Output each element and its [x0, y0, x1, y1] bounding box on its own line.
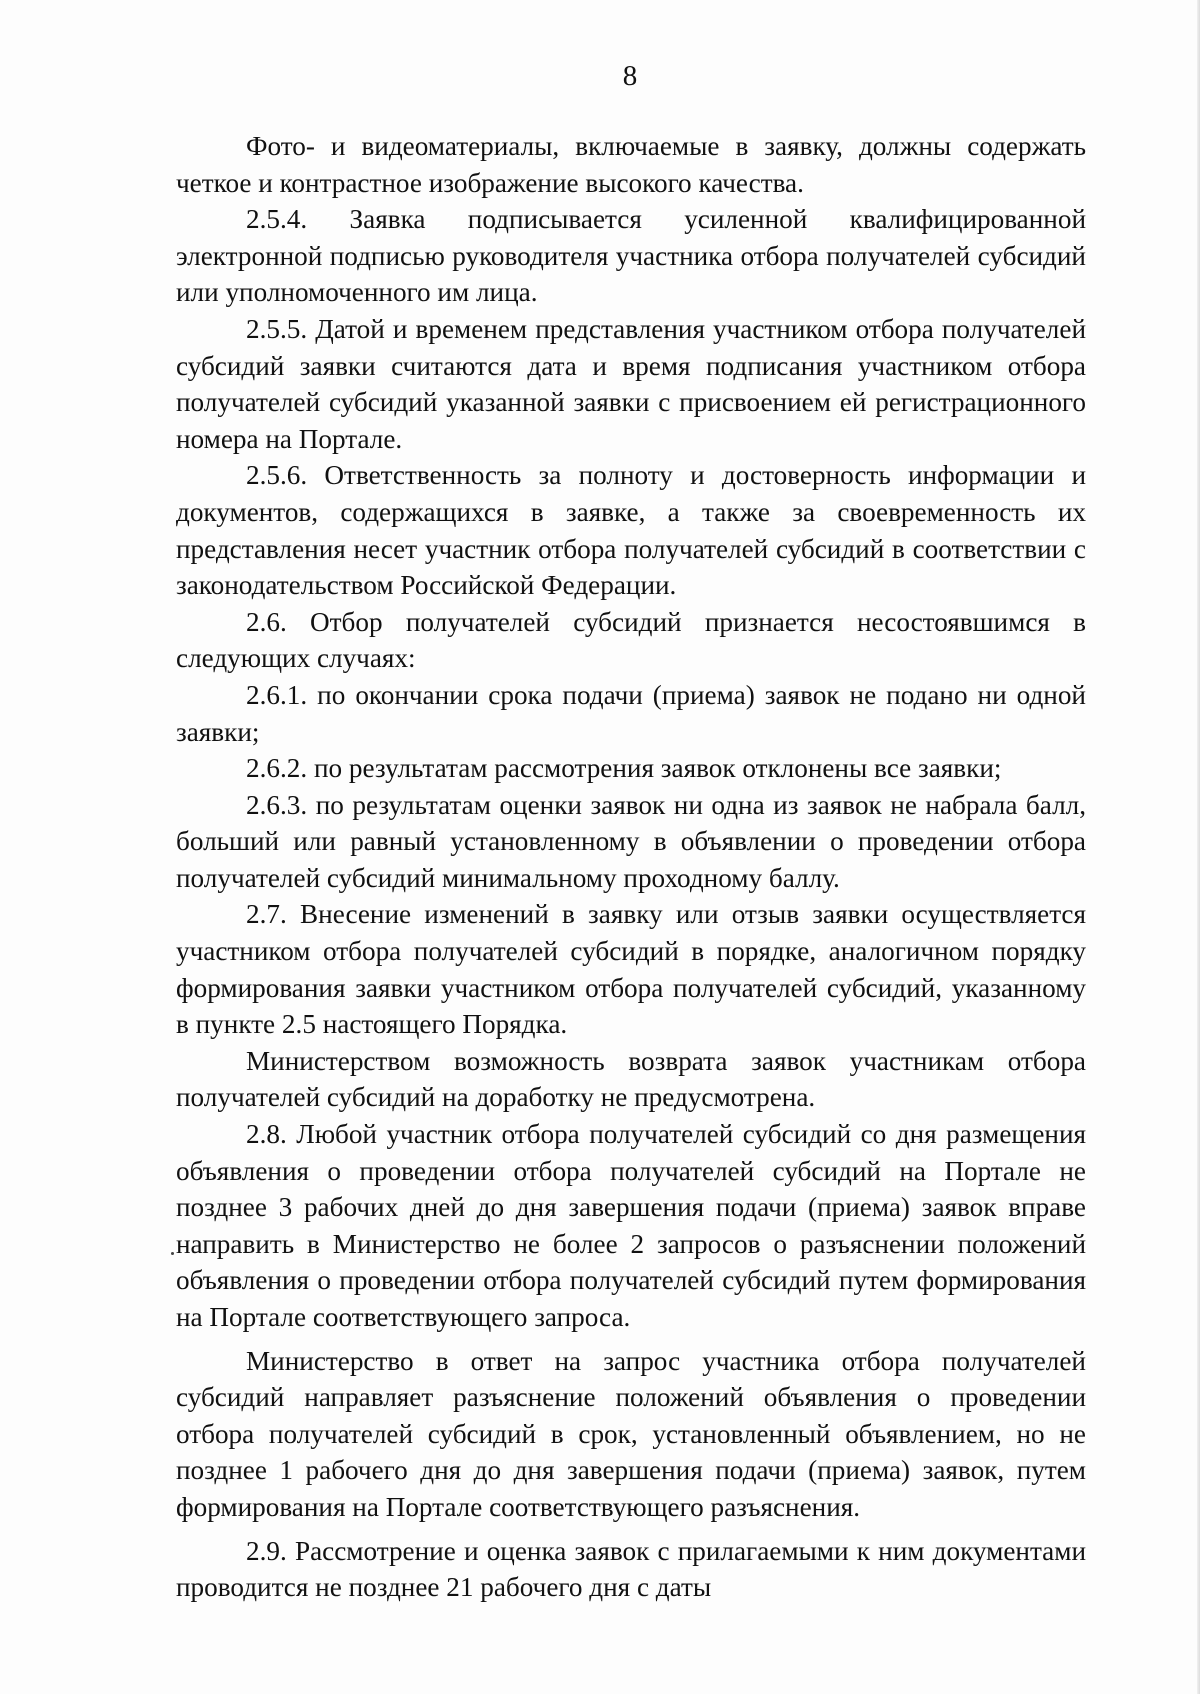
paragraph-2-6-2: 2.6.2. по результатам рассмотрения заявок отклонены все заявки; [246, 753, 1002, 784]
scan-speck [171, 1252, 174, 1255]
paragraph-2-5-5: 2.5.5. Датой и временем представления участником отбора получателей субсидий заявки считаются дата и время подписания участником отбора получателей субсидий указанной заявки с присвоением ей регистрационного номера на Портале. [176, 313, 1086, 454]
document-body [176, 128, 1086, 1606]
paragraph-photo-video: Фото- и видеоматериалы, включаемые в заявку, должны содержать четкое и контрастное изображение высокого качества. [176, 131, 1086, 198]
page-number: 8 [622, 60, 638, 92]
paragraph-2-9: 2.9. Рассмотрение и оценка заявок с прилагаемыми к ним документами проводится не позднее 21 рабочего дня с даты [176, 1535, 1086, 1603]
paragraph-2-6: 2.6. Отбор получателей субсидий признается несостоявшимся в следующих случаях: [176, 606, 1086, 674]
paragraph-ministry-return: Министерством возможность возврата заявок участникам отбора получателей субсидий на доработку не предусмотрена. [176, 1045, 1086, 1113]
paragraph-2-7: 2.7. Внесение изменений в заявку или отзыв заявки осуществляется участником отбора получателей субсидий в порядке, аналогичном порядку формирования заявки участником отбора получателей субсидий, указанному в пункте 2.5 настоящего Порядка. [176, 899, 1086, 1040]
paragraph-ministry-response: Министерство в ответ на запрос участника отбора получателей субсидий направляет разъяснение положений объявления о проведении отбора получателей субсидий в срок, установленный объявлением, но не позднее 1 рабочего дня до дня завершения подачи (приема) заявок, путем формирования на Портале соответствующего разъяснения. [176, 1345, 1086, 1522]
paragraph-2-5-4: 2.5.4. Заявка подписывается усиленной квалифицированной электронной подписью руководителя участника отбора получателей субсидий или уполномоченного им лица. [176, 204, 1086, 308]
paragraph-2-6-3: 2.6.3. по результатам оценки заявок ни одна из заявок не набрала балл, больший или равный установленному в объявлении о проведении отбора получателей субсидий минимальному проходному баллу. [176, 789, 1086, 893]
paragraph-2-8: 2.8. Любой участник отбора получателей субсидий со дня размещения объявления о проведении отбора получателей субсидий на Портале не позднее 3 рабочих дней до дня завершения подачи (приема) заявок вправе направить в Министерство не более 2 запросов о разъяснении положений объявления о проведении отбора получателей субсидий путем формирования на Портале соответствующего запроса. [176, 1119, 1086, 1332]
paragraph-2-6-1: 2.6.1. по окончании срока подачи (приема) заявок не подано ни одной заявки; [176, 679, 1086, 747]
paragraph-2-5-6: 2.5.6. Ответственность за полноту и достоверность информации и документов, содержащихся в заявке, а также за своевременность их представления несет участник отбора получателей субсидий в соответствии с законодательством Российской Федерации. [176, 460, 1086, 601]
